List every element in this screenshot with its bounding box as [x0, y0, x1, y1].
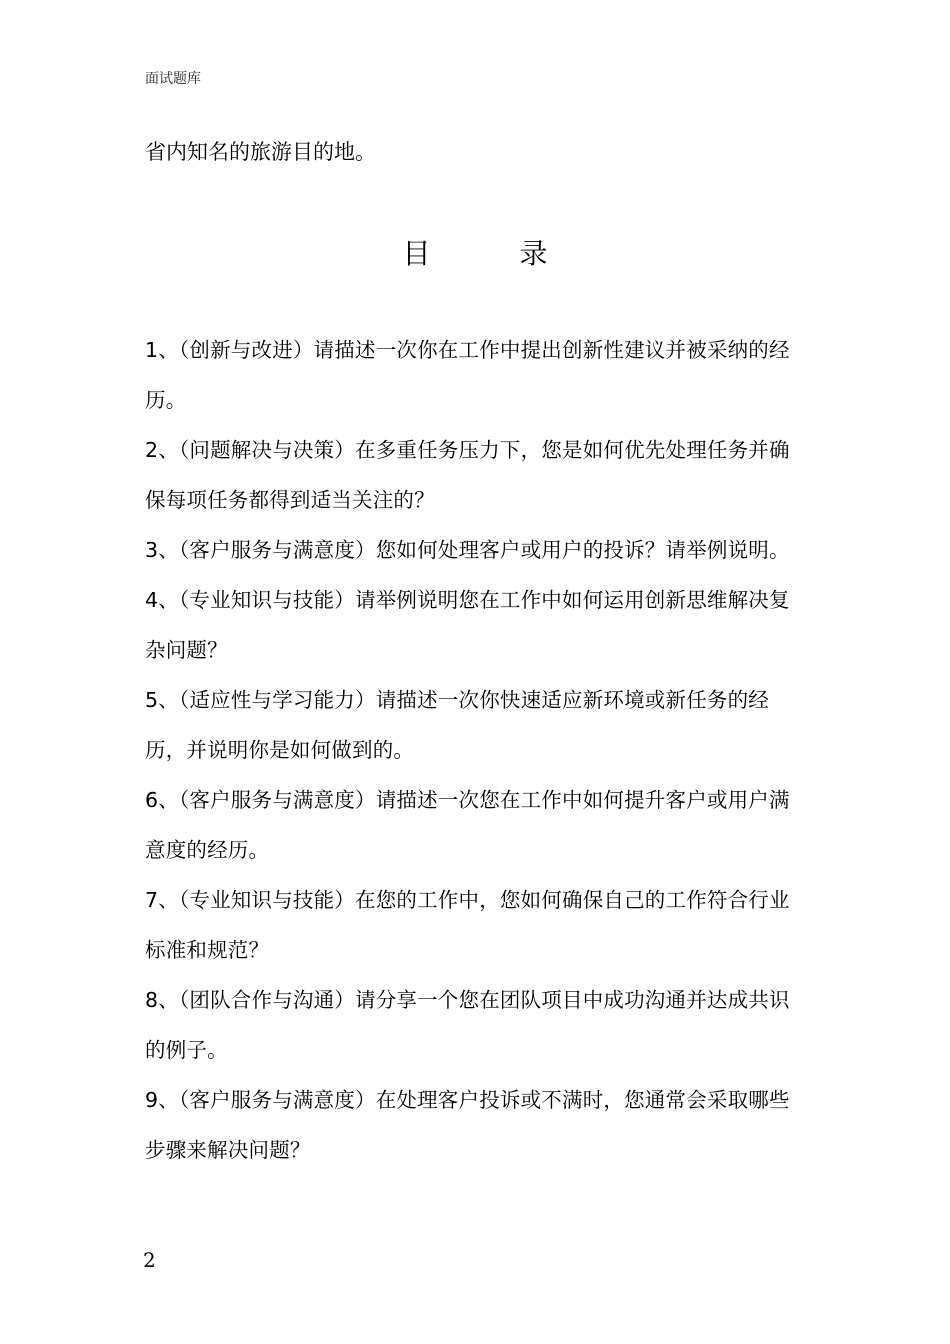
intro-text: 省内知名的旅游目的地。	[145, 140, 376, 164]
toc-item: 8、（团队合作与沟通）请分享一个您在团队项目中成功沟通并达成共识的例子。	[145, 988, 790, 1062]
toc-list	[145, 325, 810, 1175]
toc-title: 目 录	[402, 237, 588, 270]
toc-item: 4、（专业知识与技能）请举例说明您在工作中如何运用创新思维解决复杂问题？	[145, 588, 790, 662]
toc-item: 9、（客户服务与满意度）在处理客户投诉或不满时，您通常会采取哪些步骤来解决问题？	[145, 1088, 790, 1162]
toc-item: 7、（专业知识与技能）在您的工作中，您如何确保自己的工作符合行业标准和规范？	[145, 888, 790, 962]
toc-item: 2、（问题解决与决策）在多重任务压力下，您是如何优先处理任务并确保每项任务都得到适当关注的？	[145, 438, 790, 512]
page-number: 2	[143, 1248, 156, 1272]
page-header-title: 面试题库	[145, 71, 201, 87]
toc-item: 1、（创新与改进）请描述一次你在工作中提出创新性建议并被采纳的经历。	[145, 338, 790, 412]
toc-item: 6、（客户服务与满意度）请描述一次您在工作中如何提升客户或用户满意度的经历。	[145, 788, 790, 862]
toc-item: 3、（客户服务与满意度）您如何处理客户或用户的投诉？请举例说明。	[145, 538, 790, 562]
toc-item: 5、（适应性与学习能力）请描述一次你快速适应新环境或新任务的经历，并说明你是如何做到的。	[145, 688, 769, 762]
